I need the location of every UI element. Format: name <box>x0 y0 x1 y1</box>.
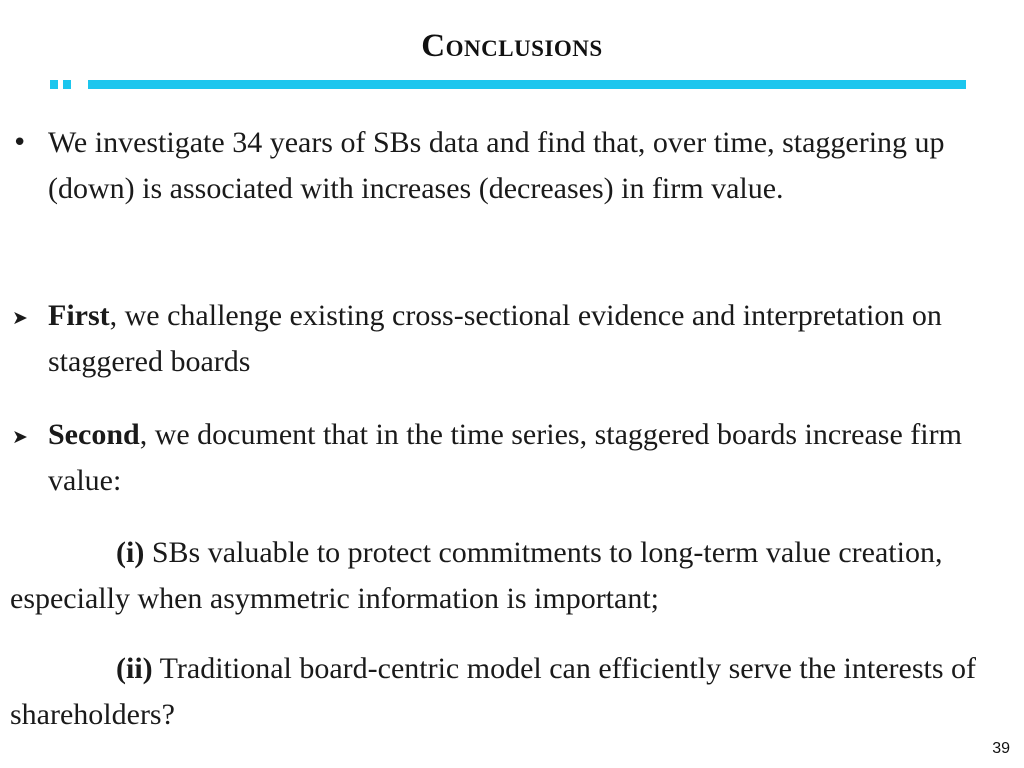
point-lead: Second <box>48 418 140 451</box>
underline-dot <box>63 80 71 89</box>
underline-bar <box>88 80 966 89</box>
subpoint-text: Traditional board-centric model can efficiently serve the interests of shareholders? <box>10 652 977 731</box>
point-second-text <box>48 412 998 504</box>
point-first <box>0 293 998 385</box>
arrow-bullet-icon: ➤ <box>12 307 28 329</box>
point-body: , we challenge existing cross-sectional evidence and interpretation on staggered boards <box>48 299 942 378</box>
point-lead: First <box>48 299 110 332</box>
slide-title: Conclusions <box>421 28 603 64</box>
intro-bullet-text: We investigate 34 years of SBs data and find that, over time, staggering up (down) is associated with increases (decreases) in firm value. <box>48 126 945 205</box>
point-second <box>0 412 998 504</box>
subpoint-numeral: (ii) <box>116 652 153 685</box>
subpoint-i <box>10 530 1014 622</box>
title-underline <box>50 80 966 89</box>
subpoint-text: SBs valuable to protect commitments to long-term value creation, especially when asymmetric information is important; <box>10 536 943 615</box>
point-body: , we document that in the time series, staggered boards increase firm value: <box>48 418 962 497</box>
point-first-text <box>48 293 998 385</box>
underline-dot <box>50 80 58 89</box>
intro-bullet <box>0 120 998 212</box>
page-number: 39 <box>992 740 1010 757</box>
bullet-icon: • <box>12 128 28 158</box>
arrow-bullet-icon: ➤ <box>12 426 28 448</box>
subpoint-numeral: (i) <box>116 536 145 569</box>
subpoint-ii <box>10 646 1014 738</box>
